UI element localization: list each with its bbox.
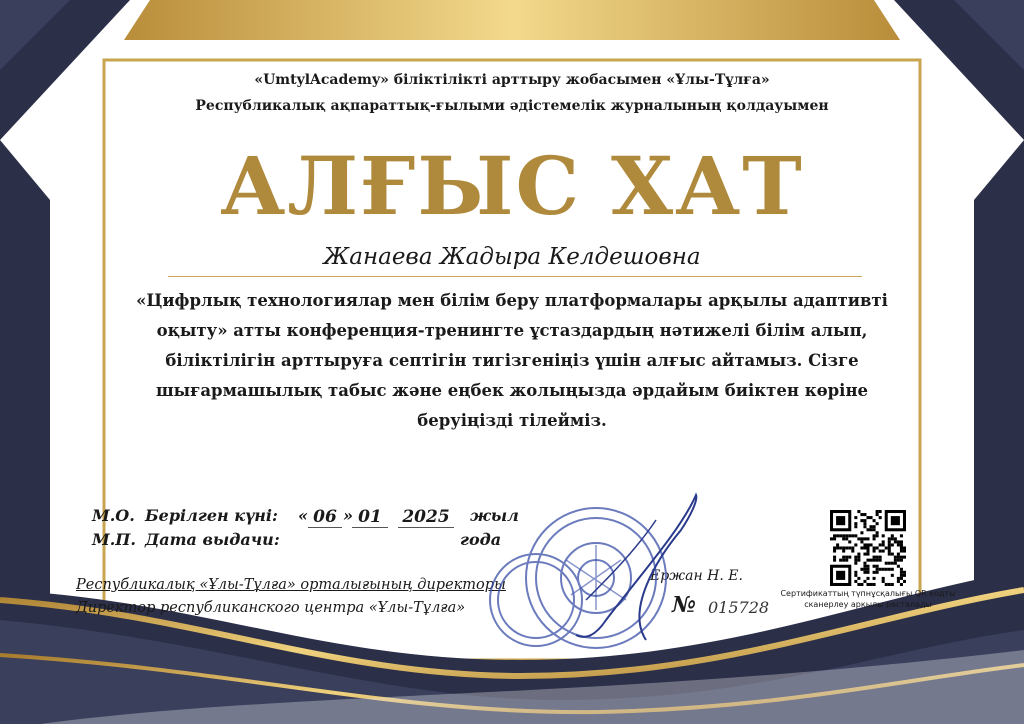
recipient-name: Жанаева Жадыра Келдешовна [323, 244, 701, 270]
mo-label: М.О. [92, 506, 135, 525]
qr-code [830, 510, 906, 586]
official-stamp [486, 490, 706, 660]
certificate-number: 015728 [708, 598, 770, 617]
number-symbol: № [672, 592, 696, 618]
gratitude-text: «Цифрлық технологиялар мен білім беру платформалары арқылы адаптивті оқыту» атты конференция-тренингте ұстаздардың нәтижелі білім алып, біліктілігін арттыруға септігін тигізгеніңіз үшін алғыс айтамыз. Сізге шығармашылық табыс және еңбек жолыңызда әрдайым биіктен көріне беруіңізді тілейміз. [136, 291, 888, 430]
qr-caption: Сертификаттың түпнұсқалығы QR кодты сканерлеу арқылы расталады [780, 589, 956, 609]
director-title-ru: Директор республиканского центра «Ұлы-Тұлға» [76, 600, 466, 616]
issue-date-label-kz: Берілген күні: [145, 506, 278, 525]
issue-date-label-ru: Дата выдачи: [145, 530, 280, 549]
year-word-ru: года [460, 530, 502, 549]
issue-year: 2025 [398, 507, 454, 528]
year-word-kz: жыл [470, 506, 519, 525]
mp-label: М.П. [92, 530, 136, 549]
open-quote: « [298, 506, 308, 525]
director-name: Ержан Н. Е. [650, 568, 743, 584]
recipient-underline [168, 276, 862, 277]
close-quote: » [343, 506, 353, 525]
header-line-2: Республикалық ақпараттық-ғылыми әдістемелік журналының қолдауымен [195, 98, 829, 114]
certificate-title: АЛҒЫС ХАТ [220, 139, 804, 233]
header-line-1: «UmtylAcademy» біліктілікті арттыру жобасымен «Ұлы-Тұлға» [254, 72, 770, 88]
director-title-kz: Республикалық «Ұлы-Тұлға» орталығының директоры [76, 577, 506, 593]
issue-month: 01 [352, 507, 388, 528]
issue-day: 06 [308, 507, 342, 528]
